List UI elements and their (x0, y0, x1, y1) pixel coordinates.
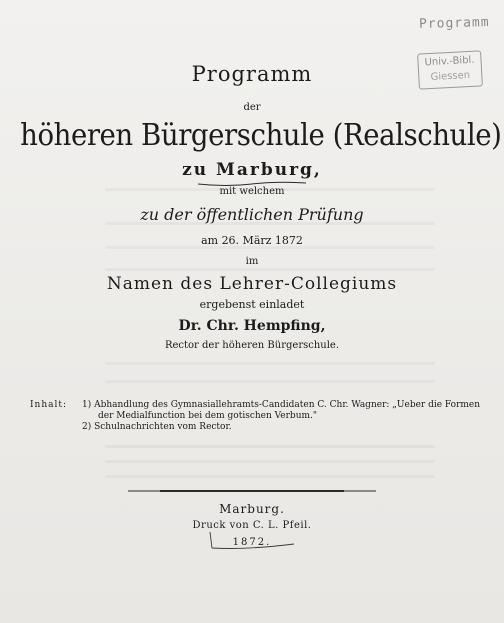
bleed-through-line (105, 460, 435, 463)
imprint-year: 1872. (232, 537, 272, 548)
school-name: höheren Bürgerschule (Realschule) (20, 118, 502, 153)
bleed-through-line (105, 268, 435, 271)
stamp-line-2: Giessen (430, 69, 471, 84)
bleed-through-line (105, 380, 435, 383)
director-title: Rector der höheren Bürgerschule. (164, 340, 340, 351)
bleed-through-line (105, 475, 435, 478)
handwritten-note: Programm (419, 15, 491, 32)
exam-date: am 26. März 1872 (201, 234, 303, 247)
imprint-printer: Druck von C. L. Pfeil. (192, 520, 312, 531)
ornamental-rule (120, 488, 384, 494)
bleed-through-line (105, 362, 435, 365)
location-line: zu Marburg, (182, 160, 322, 180)
bleed-through-line (105, 445, 435, 448)
exam-heading: zu der öffentlichen Prüfung (140, 205, 364, 224)
invites-line: ergebenst einladet (199, 298, 305, 311)
pencil-mark (206, 530, 298, 552)
contents-item-1: 1) Abhandlung des Gymnasiallehramts-Candidaten C. Chr. Wagner: „Ueber die Formen (82, 400, 481, 410)
contents-item-1-continued: der Medialfunction bei dem gotischen Verbum." (98, 411, 318, 421)
director-name: Dr. Chr. Hempfing, (178, 318, 326, 334)
word-im: im (245, 256, 259, 267)
article-der: der (243, 102, 261, 113)
contents-item-2: 2) Schulnachrichten vom Rector. (82, 422, 232, 432)
stamp-line-1: Univ.-Bibl. (424, 54, 475, 69)
imprint-city: Marburg. (219, 502, 285, 516)
mit-welchem: mit welchem (219, 186, 285, 197)
document-title: Programm (191, 62, 313, 86)
college-line: Namen des Lehrer-Collegiums (106, 274, 398, 294)
contents-label: Inhalt: (30, 400, 68, 410)
